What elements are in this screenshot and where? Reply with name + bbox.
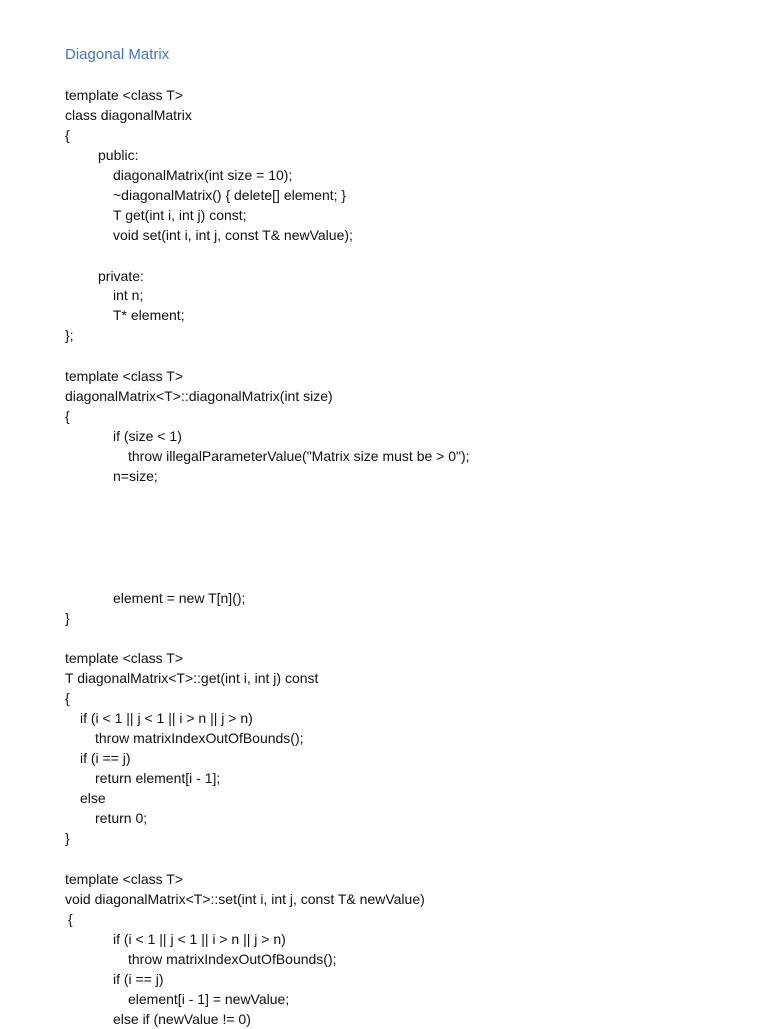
code-line: if (i < 1 || j < 1 || i > n || j > n) xyxy=(80,710,253,726)
code-line: if (i == j) xyxy=(113,971,164,987)
code-line: { xyxy=(65,690,70,706)
code-line: ~diagonalMatrix() { delete[] element; } xyxy=(113,187,347,203)
code-line: template <class T> xyxy=(65,650,184,666)
code-line: public: xyxy=(98,147,139,163)
code-line: throw matrixIndexOutOfBounds(); xyxy=(128,951,337,967)
code-line: { xyxy=(68,911,73,927)
code-line: private: xyxy=(98,268,144,284)
code-line: class diagonalMatrix xyxy=(65,107,192,123)
code-line: if (i < 1 || j < 1 || i > n || j > n) xyxy=(113,931,286,947)
code-line: } xyxy=(65,830,70,846)
code-line: { xyxy=(65,127,70,143)
document-title: Diagonal Matrix xyxy=(65,46,170,63)
code-line: if (size < 1) xyxy=(113,428,182,444)
code-line: T diagonalMatrix<T>::get(int i, int j) const xyxy=(65,670,319,686)
code-line: throw illegalParameterValue("Matrix size must be > 0"); xyxy=(128,448,470,464)
code-line: diagonalMatrix<T>::diagonalMatrix(int size) xyxy=(65,388,333,404)
code-line: return 0; xyxy=(95,810,148,826)
code-line: void set(int i, int j, const T& newValue); xyxy=(113,227,353,243)
code-line: { xyxy=(65,408,70,424)
code-line: element = new T[n](); xyxy=(113,590,246,606)
code-line: return element[i - 1]; xyxy=(95,770,221,786)
code-line: T* element; xyxy=(113,307,185,323)
code-line: element[i - 1] = newValue; xyxy=(128,991,290,1007)
code-line: else if (newValue != 0) xyxy=(113,1011,251,1027)
code-line: diagonalMatrix(int size = 10); xyxy=(113,167,293,183)
code-line: } xyxy=(65,610,70,626)
code-line: T get(int i, int j) const; xyxy=(113,207,247,223)
code-line: }; xyxy=(65,327,74,343)
code-line: if (i == j) xyxy=(80,750,131,766)
code-line: void diagonalMatrix<T>::set(int i, int j, const T& newValue) xyxy=(65,891,425,907)
code-line: n=size; xyxy=(113,468,158,484)
code-line: int n; xyxy=(113,287,144,303)
code-line: template <class T> xyxy=(65,368,184,384)
code-line: throw matrixIndexOutOfBounds(); xyxy=(95,730,304,746)
code-line: else xyxy=(80,790,106,806)
code-line: template <class T> xyxy=(65,871,184,887)
code-line: template <class T> xyxy=(65,87,184,103)
